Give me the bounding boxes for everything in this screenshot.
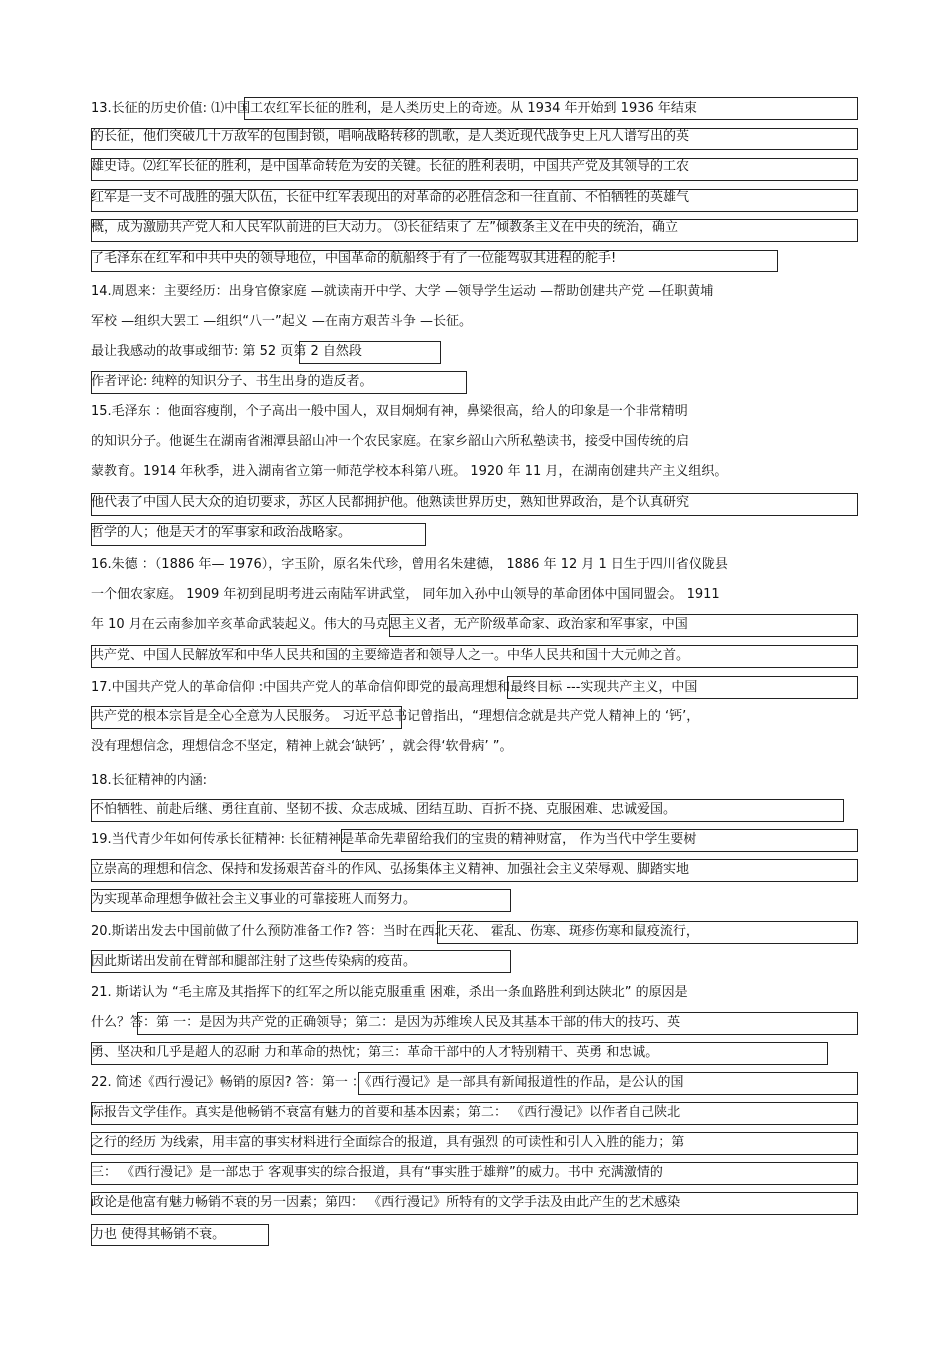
- text-line: 的知识分子。他诞生在湖南省湘潭县韶山冲一个农民家庭。在家乡韶山六所私塾读书，接受中国传统的启: [91, 434, 690, 449]
- text-line: 21. 斯诺认为 “毛主席及其指挥下的红军之所以能克服重重 困难，杀出一条血路胜利到达陕北” 的原因是: [91, 985, 688, 1000]
- text-line: 共产党、中国人民解放军和中华人民共和国的主要缔造者和领导人之一。中华人民共和国十大元帅之首。: [91, 648, 690, 663]
- text-line: 力也 使得其畅销不衰。: [91, 1227, 226, 1242]
- text-line: 17.中国共产党人的革命信仰 :中国共产党人的革命信仰即党的最高理想和最终目标 ---实现共产主义，中国: [91, 680, 698, 695]
- text-line: 最让我感动的故事或细节: 第 52 页第 2 自然段: [91, 344, 362, 359]
- text-line: 政论是他富有魅力畅销不衰的另一因素；第四： 《西行漫记》所特有的文学手法及由此产生的艺术感染: [91, 1195, 681, 1210]
- text-line: 19.当代青少年如何传承长征精神: 长征精神是革命先辈留给我们的宝贵的精神财富， 作为当代中学生要树: [91, 832, 697, 847]
- text-line: 22. 简述《西行漫记》畅销的原因? 答：第一 ：《西行漫记》是一部具有新闻报道性的作品，是公认的国: [91, 1075, 684, 1090]
- text-line: 军校 —组织大罢工 —组织“八一”起义 —在南方艰苦斗争 —长征。: [91, 314, 472, 329]
- text-line: 年 10 月在云南参加辛亥革命武装起义。伟大的马克思主义者，无产阶级革命家、政治家和军事家，中国: [91, 617, 688, 632]
- text-line: 概，成为激励共产党人和人民军队前进的巨大动力。 ⑶长征结束了 左”倾教条主义在中央的统治，确立: [91, 220, 679, 235]
- text-line: 14.周恩来：主要经历：出身官僚家庭 —就读南开中学、大学 —领导学生运动 —帮助创建共产党 —任职黄埔: [91, 284, 714, 299]
- text-line: 勇、坚决和几乎是超人的忍耐 力和革命的热忱；第三：革命干部中的人才特别精干、英勇 和忠诚。: [91, 1045, 659, 1060]
- text-line: 立崇高的理想和信念、保持和发扬艰苦奋斗的作风、弘扬集体主义精神、加强社会主义荣辱观、脚踏实地: [91, 862, 690, 877]
- text-line: 他代表了中国人民大众的迫切要求，苏区人民都拥护他。他熟读世界历史，熟知世界政治，是个认真研究: [91, 495, 690, 510]
- text-line: 之行的经历 为线索，用丰富的事实材料进行全面综合的报道，具有强烈 的可读性和引人入胜的能力；第: [91, 1135, 685, 1150]
- text-line: 一个佃农家庭。 1909 年初到昆明考进云南陆军讲武堂， 同年加入孙中山领导的革命团体中国同盟会。 1911: [91, 587, 720, 602]
- text-line: 三： 《西行漫记》是一部忠于 客观事实的综合报道，具有“事实胜于雄辩”的威力。书中 充满激情的: [91, 1165, 663, 1180]
- text-line: 16.朱德 ：（1886 年— 1976），字玉阶，原名朱代珍，曾用名朱建德， 1886 年 12 月 1 日生于四川省仪陇县: [91, 557, 728, 572]
- text-line: 哲学的人；他是天才的军事家和政治战略家。: [91, 525, 352, 540]
- text-line: 作者评论: 纯粹的知识分子、书生出身的造反者。: [91, 374, 373, 389]
- text-line: 为实现革命理想争做社会主义事业的可靠接班人而努力。: [91, 892, 417, 907]
- text-line: 的长征，他们突破几十万敌军的包围封锁，唱响战略转移的凯歌，是人类近现代战争史上凡人谱写出的英: [91, 129, 690, 144]
- text-line: 红军是一支不可战胜的强大队伍，长征中红军表现出的对革命的必胜信念和一往直前、不怕牺牲的英雄气: [91, 190, 690, 205]
- text-line: 什么？答：第 一：是因为共产党的正确领导；第二：是因为苏维埃人民及其基本干部的伟大的技巧、英: [91, 1015, 681, 1030]
- text-line: 共产党的根本宗旨是全心全意为人民服务。 习近平总书记曾指出，“理想信念就是共产党人精神上的 ‘钙’，: [91, 709, 700, 724]
- text-line: 因此斯诺出发前在臂部和腿部注射了这些传染病的疫苗。: [91, 954, 417, 969]
- text-line: 雄史诗。⑵红军长征的胜利，是中国革命转危为安的关键。长征的胜利表明，中国共产党及其领导的工农: [91, 159, 690, 174]
- text-line: 15.毛泽东 ：他面容瘦削，个子高出一般中国人，双目炯炯有神，鼻梁很高，给人的印象是一个非常精明: [91, 404, 688, 419]
- text-line: 20.斯诺出发去中国前做了什么预防准备工作? 答：当时在西北天花、 霍乱、伤寒、斑疹伤寒和鼠疫流行，: [91, 924, 699, 939]
- text-line: 13.长征的历史价值: ⑴中国工农红军长征的胜利，是人类历史上的奇迹。从 1934 年开始到 1936 年结束: [91, 101, 697, 116]
- text-line: 了毛泽东在红军和中共中央的领导地位，中国革命的航船终于有了一位能驾驭其进程的舵手!: [91, 251, 617, 266]
- text-line: 没有理想信念，理想信念不坚定，精神上就会‘缺钙’ ，就会得‘软骨病’ ”。: [91, 739, 513, 754]
- text-line: 蒙教育。1914 年秋季，进入湖南省立第一师范学校本科第八班。 1920 年 11 月，在湖南创建共产主义组织。: [91, 464, 728, 479]
- text-line: 不怕牺牲、前赴后继、勇往直前、坚韧不拔、众志成城、团结互助、百折不挠、克服困难、忠诚爱国。: [91, 802, 677, 817]
- text-line: 际报告文学佳作。真实是他畅销不衰富有魅力的首要和基本因素；第二： 《西行漫记》以作者自己陕北: [91, 1105, 681, 1120]
- text-line: 18.长征精神的内涵:: [91, 773, 208, 788]
